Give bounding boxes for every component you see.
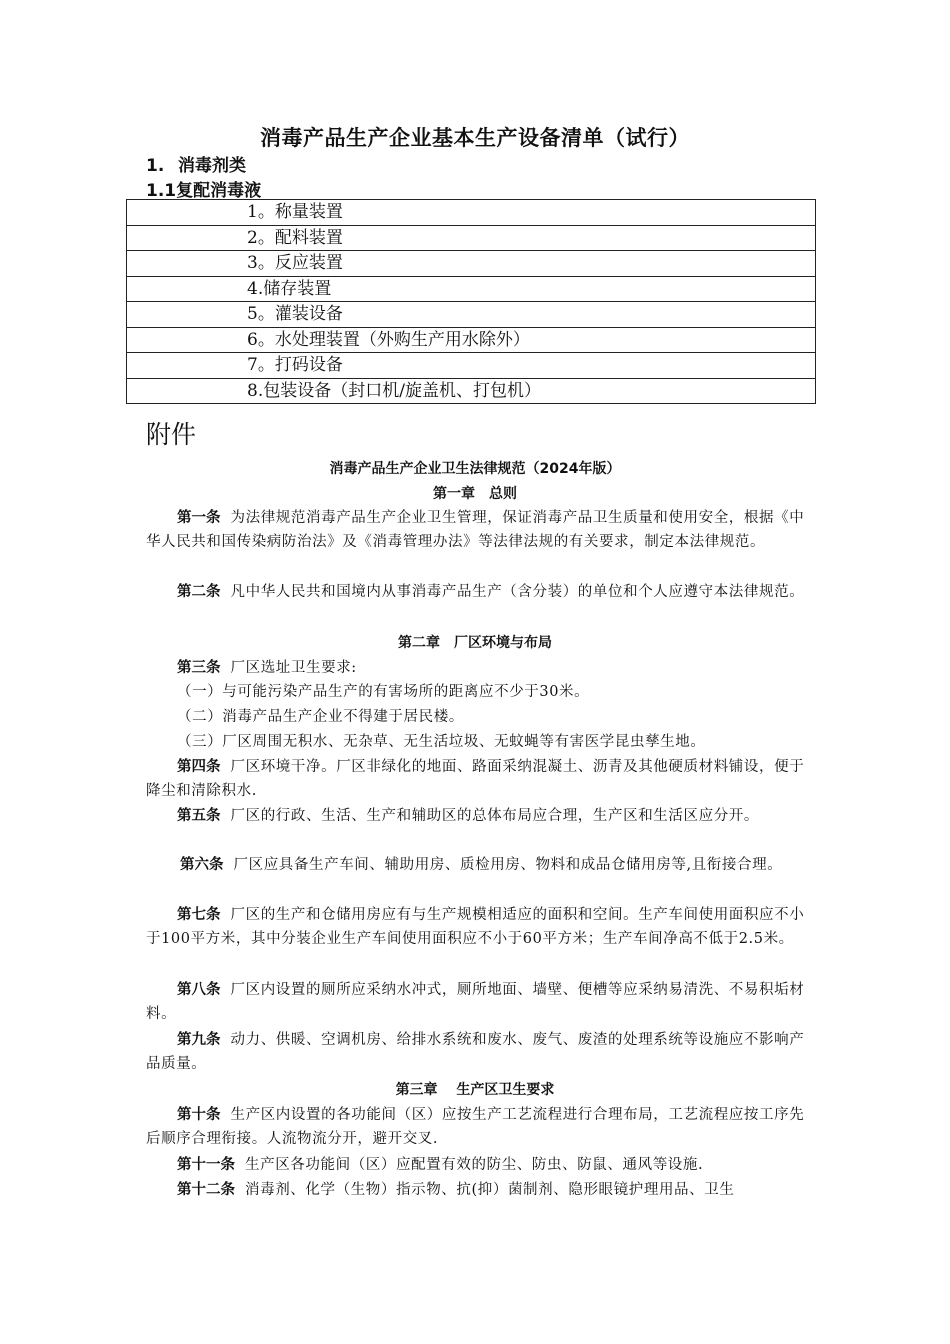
article-paragraph: [146, 755, 810, 803]
article-label: 第四条: [177, 759, 221, 775]
article-label: 第三条: [177, 660, 221, 676]
article-text: 动力、供暖、空调机房、给排水系统和废水、废气、废渣的处理系统等设施应不影响产品质量。: [146, 1032, 805, 1072]
article-paragraph: [146, 1153, 810, 1177]
article-paragraph: [156, 853, 810, 877]
article-paragraph: [146, 804, 810, 828]
article-label: 第一条: [177, 510, 221, 526]
article-label: 第十二条: [177, 1182, 235, 1198]
table-cell: 6。水处理装置（外购生产用水除外）: [127, 327, 816, 353]
article-label: 第九条: [177, 1032, 221, 1048]
chapter-heading: 第三章 生产区卫生要求: [395, 1082, 555, 1098]
article-text: 厂区选址卫生要求:: [230, 660, 357, 676]
article-paragraph: [146, 506, 810, 554]
equipment-table: [126, 199, 816, 404]
article-label: 第八条: [177, 982, 221, 998]
table-row: [127, 302, 816, 328]
subsection-heading: 1.1复配消毒液: [146, 181, 262, 201]
article-text: 厂区环境干净。厂区非绿化的地面、路面采纳混凝土、沥青及其他硬质材料铺设，便于降尘和清除积水.: [146, 759, 805, 799]
article-paragraph: [146, 1103, 810, 1151]
article-paragraph: [146, 1178, 810, 1202]
article-paragraph: [146, 580, 810, 604]
article-paragraph: [146, 1028, 810, 1076]
article-text: 消毒剂、化学（生物）指示物、抗(抑）菌制剂、隐形眼镜护理用品、卫生: [245, 1182, 735, 1198]
section-label: 消毒剂类: [178, 156, 246, 176]
chapter-heading: 第一章 总则: [433, 486, 517, 502]
table-cell: 7。打码设备: [127, 353, 816, 379]
table-cell: 3。反应装置: [127, 251, 816, 277]
regulation-title: 消毒产品生产企业卫生法律规范（2024年版）: [329, 461, 621, 477]
article-text: 厂区的行政、生活、生产和辅助区的总体布局应合理，生产区和生活区应分开。: [230, 808, 759, 824]
article-text: 厂区内设置的厕所应采纳水冲式，厕所地面、墙壁、便槽等应采纳易清洗、不易积垢材料。: [146, 982, 805, 1022]
article-paragraph: [146, 978, 810, 1026]
article-paragraph: [146, 656, 810, 680]
article-text: 凡中华人民共和国境内从事消毒产品生产（含分装）的单位和个人应遵守本法律规范。: [230, 584, 805, 600]
table-row: [127, 276, 816, 302]
article-label: 第二条: [177, 584, 221, 600]
list-item: （一）与可能污染产品生产的有害场所的距离应不少于30米。: [177, 684, 590, 700]
table-cell: 5。灌装设备: [127, 302, 816, 328]
article-text: 厂区应具备生产车间、辅助用房、质检用房、物料和成品仓储用房等,且衔接合理。: [233, 857, 783, 873]
table-row: [127, 378, 816, 404]
article-text: 生产区各功能间（区）应配置有效的防尘、防虫、防鼠、通风等设施.: [245, 1157, 704, 1173]
article-label: 第十条: [177, 1107, 221, 1123]
table-row: [127, 225, 816, 251]
table-row: [127, 327, 816, 353]
table-row: [127, 353, 816, 379]
chapter-heading: 第二章 厂区环境与布局: [398, 635, 552, 651]
article-text: 厂区的生产和仓储用房应有与生产规模相适应的面积和空间。生产车间使用面积应不小于100平方米，其中分装企业生产车间使用面积应不小于60平方米；生产车间净高不低于2.5米。: [146, 907, 805, 947]
article-paragraph: [146, 903, 810, 951]
table-cell: 4.储存装置: [127, 276, 816, 302]
table-cell: 1。称量装置: [127, 200, 816, 226]
article-text: 为法律规范消毒产品生产企业卫生管理，保证消毒产品卫生质量和使用安全，根据《中华人民共和国传染病防治法》及《消毒管理办法》等法律法规的有关要求，制定本法律规范。: [146, 510, 805, 550]
article-label: 第七条: [177, 907, 221, 923]
document-title: 消毒产品生产企业基本生产设备清单（试行）: [260, 126, 690, 150]
article-label: 第六条: [180, 857, 224, 873]
list-item: （二）消毒产品生产企业不得建于居民楼。: [177, 709, 464, 725]
article-label: 第十一条: [177, 1157, 235, 1173]
article-text: 生产区内设置的各功能间（区）应按生产工艺流程进行合理布局，工艺流程应按工序先后顺序合理衔接。人流物流分开，避开交叉.: [146, 1107, 805, 1147]
table-row: [127, 251, 816, 277]
list-item: （三）厂区周围无积水、无杂草、无生活垃圾、无蚊蝇等有害医学昆虫孳生地。: [177, 734, 706, 750]
section-number: 1.: [146, 156, 165, 176]
table-row: [127, 200, 816, 226]
article-label: 第五条: [177, 808, 221, 824]
section-heading-disinfectants: [146, 151, 246, 176]
annex-label: 附件: [146, 420, 197, 449]
table-cell: 8.包装设备（封口机/旋盖机、打包机）: [127, 378, 816, 404]
table-cell: 2。配料装置: [127, 225, 816, 251]
